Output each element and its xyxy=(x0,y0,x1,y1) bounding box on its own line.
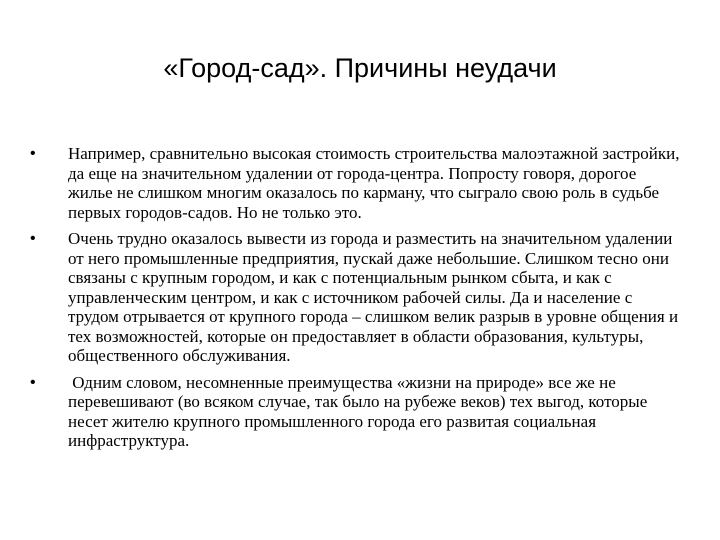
bullet-list xyxy=(30,144,684,458)
bullet-text: Одним словом, несомненные преимущества «жизни на природе» все же не перевешивают (во всяком случае, так было на рубеже веков) тех выгод, которые несет жителю крупного промышленного города его развитая социальная инфраструктура. xyxy=(68,372,652,450)
list-item xyxy=(30,144,684,222)
bullet-text: Очень трудно оказалось вывести из города и разместить на значительном удалении от него промышленные предприятия, пускай даже небольшие. Слишком тесно они связаны с крупным городом, и как с потенциальным рынком сбыта, и как с управленческим центром, и как с источником рабочей силы. Да и население с трудом отрывается от крупного города – слишком велик разрыв в уровне общения и тех возможностей, которые он предоставляет в области образования, культуры, общественного обслуживания. xyxy=(68,229,683,365)
bullet-text: Например, сравнительно высокая стоимость строительства малоэтажной застройки, да еще на значительном удалении от города-центра. Попросту говоря, дорогое жилье не слишком многим оказалось по карману, что сыграло свою роль в судьбе первых городов-садов. Но не только это. xyxy=(68,144,684,222)
list-item xyxy=(30,229,683,366)
bullet-icon: • xyxy=(30,373,36,391)
bullet-icon: • xyxy=(30,145,36,162)
bullet-icon: • xyxy=(30,230,36,247)
list-item xyxy=(30,373,680,451)
slide-title: «Город-сад». Причины неудачи xyxy=(163,53,557,83)
